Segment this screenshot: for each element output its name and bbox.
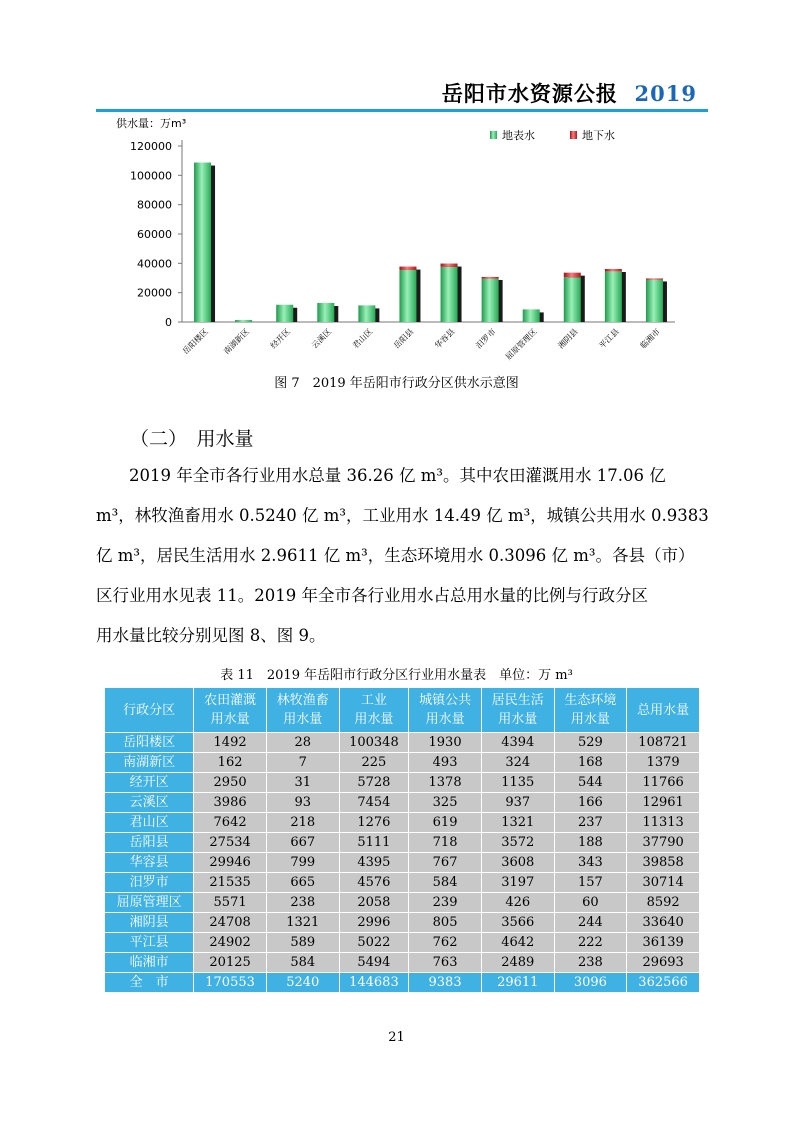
table-cell: 166 (554, 793, 627, 813)
x-tick-label: 屈原管理区 (503, 327, 539, 362)
table-row (105, 893, 700, 913)
table-cell: 168 (554, 753, 627, 773)
legend-label: 地下水 (582, 129, 615, 142)
table-row (105, 913, 700, 933)
y-tick-label: 20000 (137, 286, 172, 300)
paragraph-line: 亿 m³，居民生活用水 2.9611 亿 m³，生态环境用水 0.3096 亿 m³。各县（市） (96, 546, 695, 565)
table-cell: 188 (554, 833, 627, 853)
table-cell: 7642 (194, 813, 267, 833)
table-total-row (105, 973, 700, 993)
bar-surface-water (441, 267, 458, 322)
table-row-label: 屈原管理区 (105, 893, 194, 913)
table-row-label: 岳阳楼区 (105, 733, 194, 753)
bar-surface-water (605, 271, 622, 322)
bar-surface-water (276, 305, 293, 322)
table-cell: 2950 (194, 773, 267, 793)
table-cell: 100348 (339, 733, 409, 753)
table-row (105, 833, 700, 853)
table-cell: 20125 (194, 953, 267, 973)
table-cell: 11766 (627, 773, 700, 793)
table-cell: 589 (266, 933, 339, 953)
header-divider (96, 109, 708, 112)
table-row (105, 933, 700, 953)
table-caption: 表 11 2019 年岳阳市行政分区行业用水量表 单位：万 m³ (220, 668, 573, 683)
table-cell: 31 (266, 773, 339, 793)
table-cell: 144683 (339, 973, 409, 993)
table-cell: 36139 (627, 933, 700, 953)
table-row-label: 岳阳县 (105, 833, 194, 853)
x-tick-label: 君山区 (350, 327, 375, 351)
table-cell: 343 (554, 853, 627, 873)
table-cell: 239 (409, 893, 482, 913)
table-cell: 238 (554, 953, 627, 973)
bar-groundwater (605, 269, 622, 271)
table-cell: 29693 (627, 953, 700, 973)
table-cell: 225 (339, 753, 409, 773)
table-cell: 60 (554, 893, 627, 913)
table-cell: 1135 (481, 773, 554, 793)
table-cell: 799 (266, 853, 339, 873)
table-cell: 21535 (194, 873, 267, 893)
x-tick-label: 云溪区 (309, 327, 334, 351)
table-header-text: 城镇公共 (419, 693, 472, 708)
table-cell: 37790 (627, 833, 700, 853)
table-cell: 718 (409, 833, 482, 853)
table-cell: 619 (409, 813, 482, 833)
table-cell: 665 (266, 873, 339, 893)
table-cell: 4642 (481, 933, 554, 953)
table-cell: 529 (554, 733, 627, 753)
table-cell: 493 (409, 753, 482, 773)
table-cell: 426 (481, 893, 554, 913)
legend-label: 地表水 (502, 129, 535, 142)
table-row-label: 汨罗市 (105, 873, 194, 893)
water-supply-chart (110, 114, 700, 364)
table-cell: 33640 (627, 913, 700, 933)
report-title-text: 岳阳市水资源公报 (441, 82, 618, 106)
table-header-text: 农田灌溉 (204, 693, 257, 708)
legend-swatch (490, 131, 497, 139)
table-cell: 3096 (554, 973, 627, 993)
table-row-label: 经开区 (105, 773, 194, 793)
table-row-label: 云溪区 (105, 793, 194, 813)
y-axis-label: 供水量：万m³ (116, 117, 187, 130)
table-cell: 157 (554, 873, 627, 893)
bar-surface-water (482, 279, 499, 322)
table-header-text: 工业 (360, 693, 387, 708)
table-header-text: 用水量 (283, 712, 323, 727)
table-cell: 11313 (627, 813, 700, 833)
table-cell: 1930 (409, 733, 482, 753)
table-cell: 1492 (194, 733, 267, 753)
table-header-text: 行政分区 (123, 702, 176, 718)
bar-groundwater (482, 277, 499, 279)
table-row (105, 853, 700, 873)
table-header-cell (266, 688, 339, 733)
table-header-cell (194, 688, 267, 733)
table-cell: 108721 (627, 733, 700, 753)
water-use-table (104, 687, 700, 993)
legend-swatch (570, 131, 577, 139)
y-tick-label: 40000 (137, 257, 172, 271)
y-tick-label: 0 (165, 316, 172, 329)
figure-caption: 图 7 2019 年岳阳市行政分区供水示意图 (274, 376, 519, 391)
table-row (105, 813, 700, 833)
bar-surface-water (194, 163, 211, 322)
table-cell: 5022 (339, 933, 409, 953)
chart-svg (110, 114, 700, 364)
paragraph-line: 2019 年全市各行业用水总量 36.26 亿 m³。其中农田灌溉用水 17.06 亿 (96, 466, 666, 485)
table-cell: 2058 (339, 893, 409, 913)
table-cell: 218 (266, 813, 339, 833)
table-cell: 1321 (266, 913, 339, 933)
table-header-text: 用水量 (425, 712, 465, 727)
y-tick-label: 120000 (130, 140, 172, 153)
table-row-label: 湘阴县 (105, 913, 194, 933)
page-number: 21 (388, 1030, 405, 1045)
table-row (105, 793, 700, 813)
table-cell: 39858 (627, 853, 700, 873)
table-cell: 30714 (627, 873, 700, 893)
table-cell: 8592 (627, 893, 700, 913)
table-row (105, 953, 700, 973)
report-title (442, 78, 697, 108)
table-cell: 3566 (481, 913, 554, 933)
table-cell: 324 (481, 753, 554, 773)
table-cell: 937 (481, 793, 554, 813)
table-header-cell (339, 688, 409, 733)
table-cell: 4395 (339, 853, 409, 873)
table-cell: 5111 (339, 833, 409, 853)
table-cell: 5571 (194, 893, 267, 913)
table-cell: 5728 (339, 773, 409, 793)
table-cell: 3986 (194, 793, 267, 813)
table-cell: 805 (409, 913, 482, 933)
y-tick-label: 80000 (137, 198, 172, 212)
table-row-label: 平江县 (105, 933, 194, 953)
table-cell: 237 (554, 813, 627, 833)
table-row (105, 753, 700, 773)
table-cell: 667 (266, 833, 339, 853)
table-cell: 5240 (266, 973, 339, 993)
table-cell: 2489 (481, 953, 554, 973)
bar-surface-water (564, 277, 581, 322)
table-cell: 544 (554, 773, 627, 793)
table-cell: 762 (409, 933, 482, 953)
table-cell: 7 (266, 753, 339, 773)
table-cell: 24902 (194, 933, 267, 953)
bar-surface-water (646, 280, 663, 322)
table-cell: 7454 (339, 793, 409, 813)
x-tick-label: 临湘市 (638, 327, 662, 351)
x-tick-label: 岳阳楼区 (180, 327, 210, 357)
table-header-text: 生态环境 (564, 693, 617, 708)
table-cell: 12961 (627, 793, 700, 813)
table-header-cell (409, 688, 482, 733)
table-cell: 584 (409, 873, 482, 893)
table-cell: 325 (409, 793, 482, 813)
section-heading: （二） 用水量 (130, 428, 254, 450)
x-tick-label: 华容县 (433, 327, 457, 351)
body-paragraph (96, 456, 708, 656)
y-tick-label: 60000 (137, 228, 172, 241)
table-cell: 28 (266, 733, 339, 753)
table-cell: 5494 (339, 953, 409, 973)
table-cell: 3572 (481, 833, 554, 853)
table-cell: 763 (409, 953, 482, 973)
bar-groundwater (564, 273, 581, 278)
report-year: 2019 (634, 81, 697, 106)
table-cell: 1379 (627, 753, 700, 773)
table-cell: 222 (554, 933, 627, 953)
x-tick-label: 岳阳县 (392, 327, 416, 351)
table-cell: 93 (266, 793, 339, 813)
table-header-text: 居民生活 (491, 693, 544, 708)
bar-surface-water (358, 305, 375, 322)
table-cell: 2996 (339, 913, 409, 933)
table-header-text: 用水量 (210, 712, 250, 727)
table-cell: 4394 (481, 733, 554, 753)
table-body (105, 733, 700, 993)
table-cell: 1321 (481, 813, 554, 833)
table-cell: 1276 (339, 813, 409, 833)
table-row (105, 773, 700, 793)
table-cell: 767 (409, 853, 482, 873)
table-cell: 244 (554, 913, 627, 933)
table-header-cell (481, 688, 554, 733)
x-tick-label: 平江县 (597, 327, 621, 351)
table-header-cell (554, 688, 627, 733)
table-cell: 1378 (409, 773, 482, 793)
bar-surface-water (399, 270, 416, 322)
bar-surface-water (523, 309, 540, 322)
table-cell: 238 (266, 893, 339, 913)
table-row (105, 873, 700, 893)
table-row-label: 临湘市 (105, 953, 194, 973)
bar-groundwater (646, 278, 663, 279)
table-cell: 27534 (194, 833, 267, 853)
table-row-label: 南湖新区 (105, 753, 194, 773)
table-header-text: 用水量 (498, 712, 538, 727)
paragraph-line: 用水量比较分别见图 8、图 9。 (96, 626, 326, 645)
x-tick-label: 湘阴县 (556, 327, 580, 351)
table-header-text: 用水量 (570, 712, 610, 727)
table-row-label: 华容县 (105, 853, 194, 873)
paragraph-line: 区行业用水见表 11。2019 年全市各行业用水占总用水量的比例与行政分区 (96, 586, 648, 605)
x-tick-label: 南湖新区 (222, 327, 252, 357)
bar-surface-water (235, 320, 252, 322)
x-tick-label: 经开区 (268, 327, 293, 351)
table-header-text: 用水量 (354, 712, 394, 727)
table-cell: 162 (194, 753, 267, 773)
table-header-cell (627, 688, 700, 733)
table-cell: 29611 (481, 973, 554, 993)
table-header-text: 总用水量 (637, 702, 690, 718)
table-cell: 170553 (194, 973, 267, 993)
bar-surface-water (317, 303, 334, 322)
bar-groundwater (399, 267, 416, 270)
table-cell: 584 (266, 953, 339, 973)
bar-groundwater (441, 264, 458, 267)
table-cell: 362566 (627, 973, 700, 993)
table-header-row (105, 688, 700, 733)
table-cell: 9383 (409, 973, 482, 993)
table-row (105, 733, 700, 753)
table-row-label: 君山区 (105, 813, 194, 833)
table-row-label: 全 市 (105, 973, 194, 993)
y-tick-label: 100000 (130, 169, 172, 183)
table-cell: 3608 (481, 853, 554, 873)
x-tick-label: 汨罗市 (474, 327, 498, 351)
table-cell: 4576 (339, 873, 409, 893)
table-cell: 29946 (194, 853, 267, 873)
table-cell: 3197 (481, 873, 554, 893)
paragraph-line: m³，林牧渔畜用水 0.5240 亿 m³，工业用水 14.49 亿 m³，城镇公共用水 0.9383 (96, 506, 709, 525)
table-header-cell (105, 688, 194, 733)
table-header-text: 林牧渔畜 (276, 693, 329, 708)
table-cell: 24708 (194, 913, 267, 933)
